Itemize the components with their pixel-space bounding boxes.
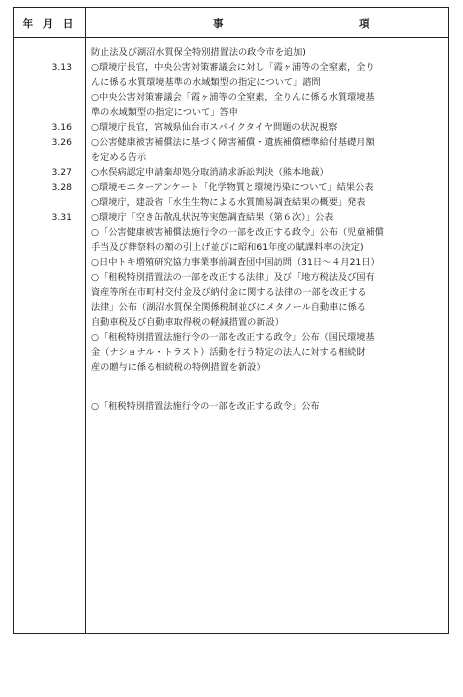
entry-line: 準の水域類型の指定について」答申 <box>91 107 238 118</box>
entry-text <box>85 135 448 165</box>
header-item-left: 事 <box>213 18 224 30</box>
entry-date: 3.28 <box>51 182 72 193</box>
entry-line: ○「租税特別措置法の一部を改正する法律」及び「地方税法及び国有 <box>91 272 375 283</box>
entry-line: ○環境庁，建設省「水生生物による水質簡易調査結果の概要」発表 <box>91 197 366 208</box>
entry-row <box>14 180 448 195</box>
entry-date <box>14 195 85 210</box>
entry-line: 法律」公布（湖沼水質保全関係税制並びにメタノール自動車に係る <box>91 302 366 313</box>
entry-line: ○中央公害対策審議会「霞ヶ浦等の全窒素，全りんに係る水質環境基 <box>91 92 375 103</box>
entry-date: 3.26 <box>51 137 72 148</box>
entry-line: ○環境庁「空き缶散乱状況等実態調査結果（第６次）」公表 <box>91 212 334 223</box>
entry-text <box>85 60 448 90</box>
entry-line: ○公害健康被害補償法に基づく障害補償・遺族補償標準給付基礎月額 <box>91 137 375 148</box>
entry-row <box>14 45 448 60</box>
entry-line: 防止法及び湖沼水質保全特別措置法の政令市を追加) <box>91 47 306 58</box>
entry-line: 資産等所在市町村交付金及び納付金に関する法律の一部を改正する <box>91 287 367 298</box>
entry-date <box>14 90 85 120</box>
entry-date <box>14 255 85 270</box>
entry-date <box>14 45 85 60</box>
entry-text <box>85 195 448 210</box>
entry-row <box>14 255 448 270</box>
entry-text <box>85 225 448 255</box>
entry-line: ○水俣病認定申請棄却処分取消請求訴訟判決（熊本地裁） <box>91 167 329 178</box>
entry-line: ○環境庁長官，宮城県仙台市スパイクタイヤ問題の状況視察 <box>91 122 338 133</box>
entry-text <box>85 165 448 180</box>
entry-row <box>14 330 448 375</box>
entry-row <box>14 210 448 225</box>
entry-row <box>14 165 448 180</box>
entry-text <box>85 180 448 195</box>
entry-line: ○「公害健康被害補償法施行令の一部を改正する政令」公布（児童補償 <box>91 227 384 238</box>
entry-row <box>14 120 448 135</box>
entry-date: 3.13 <box>51 62 72 73</box>
entry-row <box>14 399 448 414</box>
entry-text <box>85 120 448 135</box>
entry-line: 金（ナショナル・トラスト）活動を行う特定の法人に対する相続財 <box>91 347 366 358</box>
entry-row <box>14 195 448 210</box>
entry-row <box>14 60 448 90</box>
entry-text <box>85 330 448 375</box>
entry-line: 手当及び葬祭料の額の引上げ並びに昭和61年度の賦課料率の決定) <box>91 242 364 253</box>
entry-date: 3.31 <box>51 212 72 223</box>
entry-text <box>85 45 448 60</box>
entry-row <box>14 225 448 255</box>
entry-text <box>85 210 448 225</box>
entry-line: 自動車税及び自動車取得税の軽減措置の新設） <box>91 317 284 328</box>
entry-date <box>14 225 85 255</box>
entry-row <box>14 90 448 120</box>
entry-line: ○「租税特別措置法施行令の一部を改正する政令」公布（国民環境基 <box>91 332 375 343</box>
entry-line: ○日中トキ増殖研究協力事業事前調査団中国訪問（31日～４月21日） <box>91 257 380 268</box>
entry-text <box>85 399 448 414</box>
entry-line: ○「租税特別措置法施行令の一部を改正する政令」公布 <box>91 401 320 412</box>
entry-row <box>14 270 448 330</box>
entry-date <box>14 330 85 375</box>
entry-line: ○環境庁長官，中央公害対策審議会に対し「霞ヶ浦等の全窒素，全り <box>91 62 375 73</box>
entry-line: 産の贈与に係る相続税の特例措置を新設） <box>91 362 266 373</box>
entry-text <box>85 90 448 120</box>
entry-row <box>14 135 448 165</box>
header-date: 年 月 日 <box>22 18 77 30</box>
entries <box>14 45 448 414</box>
entry-date <box>14 399 85 414</box>
entry-line: を定める告示 <box>91 152 147 163</box>
entry-line: ○環境モニターアンケート「化学物質と環境汚染について」結果公表 <box>91 182 374 193</box>
entry-text <box>85 255 448 270</box>
header-item-right: 項 <box>359 18 370 30</box>
entry-date <box>14 270 85 330</box>
entry-date: 3.27 <box>51 167 72 178</box>
entry-line: んに係る水質環境基準の水域類型の指定について」諮問 <box>91 77 321 88</box>
entry-date: 3.16 <box>51 122 72 133</box>
chronology-table <box>13 7 449 634</box>
entry-text <box>85 270 448 330</box>
header-divider <box>14 37 448 38</box>
